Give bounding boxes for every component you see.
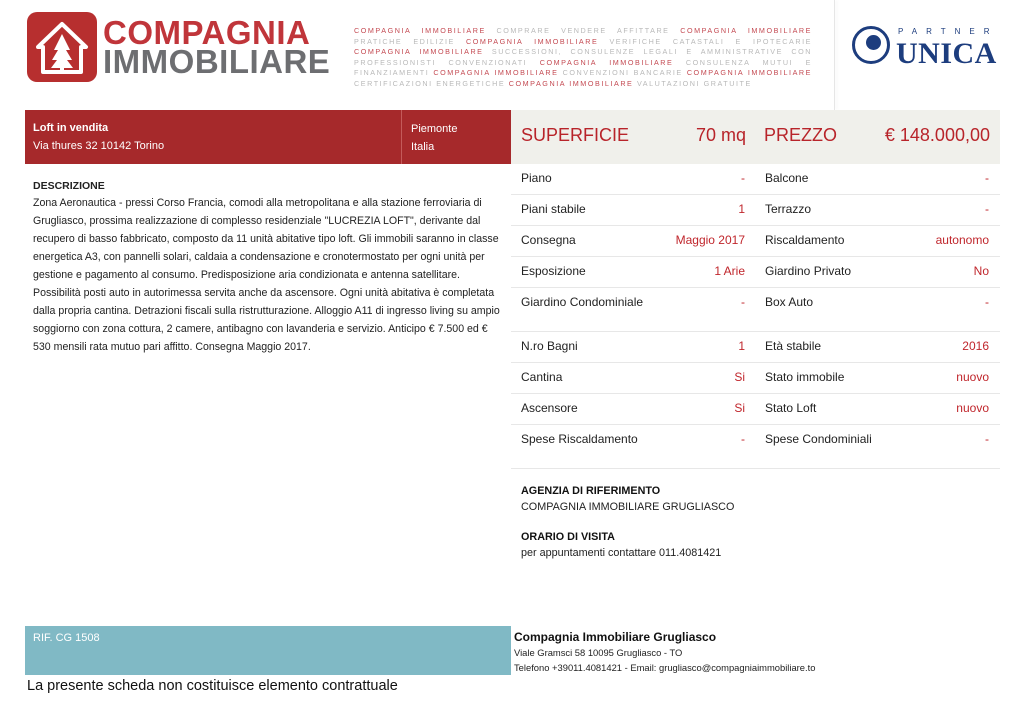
- brand-wordmark: [103, 14, 331, 80]
- feature-cell: [755, 425, 999, 468]
- feature-label: Consegna: [521, 233, 576, 247]
- tagline-brand-mention: COMPAGNIA IMMOBILIARE: [354, 26, 486, 35]
- feature-label: N.ro Bagni: [521, 339, 578, 353]
- agency-section: [521, 483, 991, 575]
- feature-value: -: [741, 295, 745, 309]
- header-divider: [834, 0, 835, 110]
- price-value: € 148.000,00: [884, 125, 990, 145]
- feature-value: -: [985, 432, 989, 446]
- feature-row: [511, 394, 1000, 425]
- tagline-brand-mention: COMPAGNIA IMMOBILIARE: [466, 36, 599, 46]
- partner-name: UNICA: [896, 37, 997, 70]
- feature-label: Giardino Condominiale: [521, 295, 644, 309]
- feature-value: autonomo: [935, 233, 989, 247]
- tagline-brand-mention: COMPAGNIA IMMOBILIARE: [686, 68, 812, 78]
- house-tree-icon: [27, 12, 97, 82]
- feature-row: [511, 288, 1000, 332]
- feature-cell: [511, 332, 755, 362]
- tagline-brand-mention: COMPAGNIA IMMOBILIARE: [508, 78, 634, 88]
- surface-price-bar: [511, 110, 1000, 164]
- office-name: Compagnia Immobiliare Grugliasco: [514, 630, 717, 644]
- feature-label: Box Auto: [765, 295, 814, 309]
- tagline-service-text: SUCCESSIONI, CONSULENZE LEGALI E AMMINISTRATIVE CON PROFESSIONISTI CONVENZIONATI: [354, 47, 812, 67]
- feature-label: Terrazzo: [765, 202, 812, 216]
- feature-value: 2016: [962, 339, 989, 353]
- feature-value: nuovo: [956, 370, 989, 384]
- tagline-brand-mention: COMPAGNIA IMMOBILIARE: [539, 57, 674, 67]
- tagline-service-text: CONSULENZA MUTUI E FINANZIAMENTI: [354, 57, 812, 78]
- feature-value: -: [985, 295, 989, 309]
- tagline-service-text: CERTIFICAZIONI ENERGETICHE: [354, 78, 509, 88]
- surface-label: SUPERFICIE: [521, 125, 630, 145]
- disclaimer-text: La presente scheda non costituisce elemento contrattuale: [27, 678, 398, 694]
- feature-cell: [755, 332, 999, 362]
- feature-value: Si: [734, 401, 745, 415]
- feature-cell: [755, 257, 999, 287]
- partner-word: PARTNER: [898, 27, 999, 36]
- feature-value: 1 Arie: [714, 264, 745, 278]
- surface-value: 70 mq: [695, 125, 746, 145]
- features-table: [511, 164, 1000, 469]
- description-section: [33, 178, 503, 356]
- feature-value: 1: [738, 202, 745, 216]
- tagline-service-text: CONVENZIONI BANCARIE: [558, 68, 687, 78]
- brand-line-2: IMMOBILIARE: [103, 43, 331, 80]
- listing-address: Via thures 32 10142 Torino: [33, 140, 165, 152]
- feature-cell: [755, 226, 999, 256]
- feature-cell: [755, 164, 999, 194]
- feature-value: nuovo: [956, 401, 989, 415]
- price-label: PREZZO: [764, 125, 838, 145]
- feature-cell: [511, 164, 755, 194]
- tagline-brand-mention: COMPAGNIA IMMOBILIARE: [354, 47, 484, 57]
- feature-cell: [511, 394, 755, 424]
- feature-cell: [511, 226, 755, 256]
- feature-cell: [511, 195, 755, 225]
- feature-label: Piano: [521, 171, 552, 185]
- feature-label: Riscaldamento: [765, 233, 845, 247]
- feature-cell: [511, 425, 755, 468]
- feature-label: Spese Riscaldamento: [521, 432, 638, 446]
- feature-label: Ascensore: [521, 401, 578, 415]
- tagline-service-text: COMPRARE VENDERE AFFITTARE: [485, 26, 681, 35]
- feature-row: [511, 226, 1000, 257]
- listing-region: Piemonte: [411, 123, 458, 135]
- office-address: Viale Gramsci 58 10095 Grugliasco - TO: [514, 647, 683, 658]
- feature-value: Maggio 2017: [675, 233, 745, 247]
- feature-cell: [755, 195, 999, 225]
- feature-value: -: [985, 171, 989, 185]
- office-contact-block: [514, 629, 1004, 675]
- feature-row: [511, 425, 1000, 469]
- partner-logo: [852, 26, 1002, 70]
- feature-row: [511, 332, 1000, 363]
- tagline-service-text: VALUTAZIONI GRATUITE: [633, 78, 752, 88]
- description-heading: DESCRIZIONE: [33, 180, 105, 192]
- page-header: [0, 0, 1024, 110]
- listing-title: Loft in vendita: [33, 122, 109, 134]
- feature-label: Stato immobile: [765, 370, 845, 384]
- reference-code: RIF. CG 1508: [33, 632, 100, 644]
- feature-label: Piani stabile: [521, 202, 586, 216]
- feature-value: -: [985, 202, 989, 216]
- feature-cell: [511, 257, 755, 287]
- feature-row: [511, 363, 1000, 394]
- listing-title-block: [25, 110, 401, 164]
- partner-ring-icon: [852, 26, 890, 64]
- tagline-brand-mention: COMPAGNIA IMMOBILIARE: [433, 68, 559, 78]
- reference-code-bar: [25, 626, 511, 675]
- feature-label: Giardino Privato: [765, 264, 852, 278]
- feature-cell: [511, 363, 755, 393]
- feature-value: -: [741, 171, 745, 185]
- services-tagline: [354, 26, 812, 90]
- feature-cell: [511, 288, 755, 331]
- feature-cell: [755, 288, 999, 331]
- visit-hours-heading: ORARIO DI VISITA: [521, 531, 615, 543]
- tagline-service-text: PRATICHE EDILIZIE: [354, 36, 467, 46]
- feature-value: 1: [738, 339, 745, 353]
- agency-ref-heading: AGENZIA DI RIFERIMENTO: [521, 485, 661, 497]
- tagline-brand-mention: COMPAGNIA IMMOBILIARE: [680, 26, 813, 35]
- feature-cell: [755, 363, 999, 393]
- feature-label: Spese Condominiali: [765, 432, 872, 446]
- feature-row: [511, 195, 1000, 226]
- feature-row: [511, 257, 1000, 288]
- office-contacts: Telefono +39011.4081421 - Email: grugliasco@compagniaimmobiliare.to: [514, 662, 816, 673]
- feature-label: Balcone: [765, 171, 809, 185]
- feature-label: Cantina: [521, 370, 563, 384]
- brand-line-1: COMPAGNIA: [103, 14, 311, 51]
- feature-value: Si: [734, 370, 745, 384]
- feature-row: [511, 164, 1000, 195]
- description-text: Zona Aeronautica - pressi Corso Francia, comodi alla metropolitana e alla stazione ferroviaria di Grugliasco, prossima realizzazione di complesso residenziale "LUCREZIA LOFT", derivante dal recupero di basso fabbricato, composto da 11 unità abitative tipo loft. Gli immobili saranno in classe energetica A3, con pannelli solari, caldaia a condensazione e cronotermostato per ogni unità per gestione e pagamento al consumo. Predisposizione aria condizionata e antenna satellitare. Possibilità posti auto in autorimessa servita anche da ascensore. Ogni unità abitativa è completata dalla propria cantina. Detrazioni fiscali sulla ristrutturazione. Alloggio A11 di ingresso living su ampio soggiorno con zona cottura, 2 camere, antibagno con lavanderia e servizio. Anticipo € 7.500 ed € 530 mensili rata mutuo pari affitto. Consegna Maggio 2017.: [33, 197, 500, 353]
- listing-country: Italia: [411, 141, 435, 153]
- feature-label: Esposizione: [521, 264, 586, 278]
- feature-value: No: [973, 264, 989, 278]
- tagline-service-text: VERIFICHE CATASTALI E IPOTECARIE: [598, 36, 813, 46]
- feature-label: Stato Loft: [765, 401, 817, 415]
- listing-location-block: [401, 110, 511, 164]
- feature-value: -: [741, 432, 745, 446]
- feature-cell: [755, 394, 999, 424]
- feature-label: Età stabile: [765, 339, 822, 353]
- visit-hours-value: per appuntamenti contattare 011.4081421: [521, 547, 722, 559]
- agency-ref-value: COMPAGNIA IMMOBILIARE GRUGLIASCO: [521, 501, 735, 513]
